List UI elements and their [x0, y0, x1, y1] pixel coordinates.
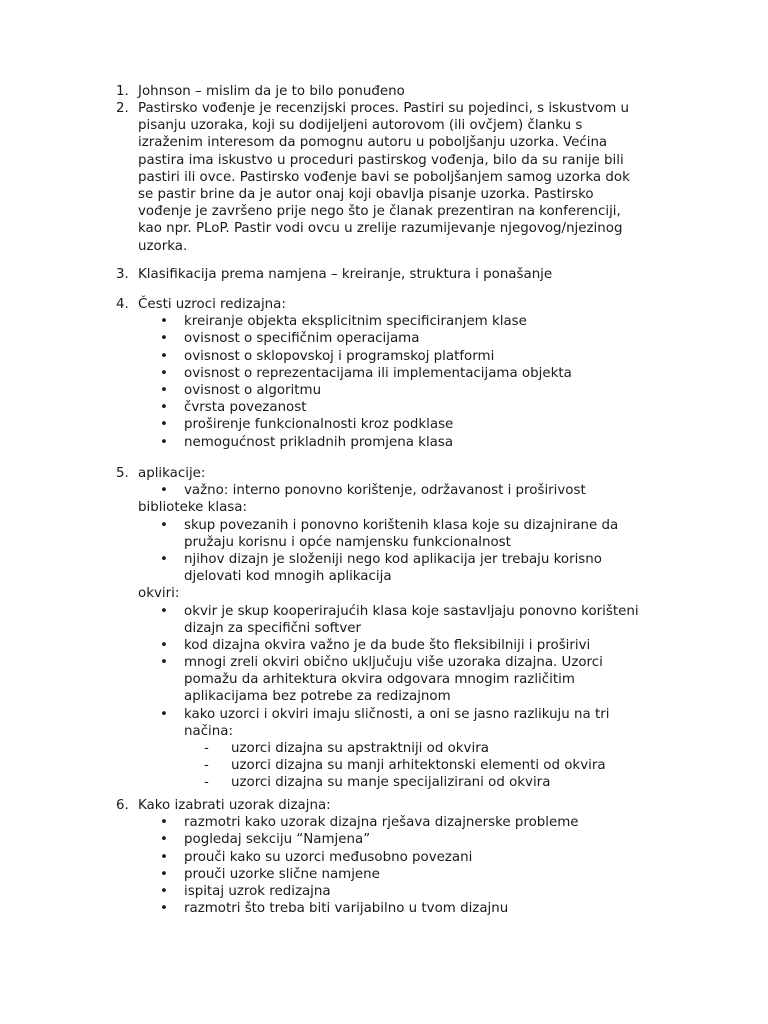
bullet-item: [0, 365, 768, 382]
bullet-item: [0, 866, 768, 883]
bullet-text: ovisnost o specifičnim operacijama: [184, 331, 420, 347]
bullet-text: pogledaj sekciju “Namjena”: [184, 832, 371, 848]
bullet-text: kod dizajna okvira važno je da bude što fleksibilniji i proširivi: [184, 637, 591, 653]
item-number: 5.: [116, 466, 129, 481]
paragraph-line: Pastirsko vođenje je recenzijski proces. Pastiri su pojedinci, s iskustvom u: [138, 101, 629, 116]
bullet-icon: •: [160, 348, 168, 364]
bullet-text: prouči kako su uzorci međusobno povezani: [184, 849, 473, 865]
bullet-text: dizajn za specifični softver: [184, 620, 362, 636]
item-number: 2.: [116, 101, 129, 116]
item-number: 4.: [116, 297, 129, 312]
bullet-text: pružaju korisnu i opće namjensku funkcionalnost: [184, 534, 511, 550]
list-item-5: [0, 465, 768, 792]
paragraph-line: uzorka.: [138, 238, 188, 254]
bullet-icon: •: [160, 517, 168, 533]
bullet-item: [0, 517, 768, 534]
bullet-item: [0, 434, 768, 451]
bullet-text: mnogi zreli okviri obično uključuju više uzoraka dizajna. Uzorci: [184, 655, 603, 671]
bullet-item: [0, 654, 768, 671]
list-item-6: [0, 797, 768, 917]
bullet-text: kreiranje objekta eksplicitnim specificiranjem klase: [184, 314, 527, 330]
dash-text: uzorci dizajna su manje specijalizirani od okvira: [231, 775, 551, 791]
bullet-text: aplikacijama bez potrebe za redizajnom: [184, 689, 451, 705]
bullet-item: [0, 348, 768, 365]
bullet-icon: •: [160, 901, 168, 917]
bullet-text: ovisnost o reprezentacijama ili implementacijama objekta: [184, 365, 572, 381]
bullet-text: važno: interno ponovno korištenje, održavanost i proširivost: [184, 483, 586, 499]
bullet-icon: •: [160, 417, 168, 433]
bullet-icon: •: [160, 815, 168, 831]
list-item-2: [0, 100, 768, 255]
list-item-3: [0, 266, 768, 283]
bullet-icon: •: [160, 331, 168, 347]
bullet-text: njihov dizajn je složeniji nego kod aplikacija jer trebaju korisno: [184, 551, 602, 567]
item-text: aplikacije:: [138, 466, 206, 481]
bullet-icon: •: [160, 849, 168, 865]
bullet-item: [0, 831, 768, 848]
paragraph-line: kao npr. PLoP. Pastir vodi ovcu u zrelije razumijevanje njegovog/njezinog: [138, 221, 623, 237]
dash-marker: -: [204, 758, 209, 774]
bullet-icon: •: [160, 832, 168, 848]
bullet-text: prouči uzorke slične namjene: [184, 866, 380, 882]
bullet-item: [0, 849, 768, 866]
item-number: 1.: [116, 84, 129, 99]
paragraph-line: pastira ima iskustvo u proceduri pastirskog vođenja, bilo da su ranije bili: [138, 152, 624, 168]
bullet-item: [0, 637, 768, 654]
bullet-text: ispitaj uzrok redizajna: [184, 883, 331, 899]
dash-marker: -: [204, 775, 209, 791]
item-text: Česti uzroci redizajna:: [138, 297, 286, 312]
bullet-item: [0, 330, 768, 347]
bullet-item: [0, 399, 768, 416]
bullet-icon: •: [160, 706, 168, 722]
bullet-item: [0, 883, 768, 900]
bullet-icon: •: [160, 400, 168, 416]
bullet-text: razmotri što treba biti varijabilno u tvom dizajnu: [184, 901, 509, 917]
bullet-icon: •: [160, 365, 168, 381]
item-text: Kako izabrati uzorak dizajna:: [138, 798, 331, 813]
bullet-icon: •: [160, 551, 168, 567]
bullet-icon: •: [160, 655, 168, 671]
dash-text: uzorci dizajna su manji arhitektonski elementi od okvira: [231, 758, 606, 774]
bullet-icon: •: [160, 382, 168, 398]
dash-marker: -: [204, 741, 209, 756]
item-number: 6.: [116, 798, 129, 813]
bullet-text: pomažu da arhitektura okvira odgovara mnogim različitim: [184, 672, 575, 688]
bullet-icon: •: [160, 637, 168, 653]
bullet-item: [0, 416, 768, 433]
bullet-text: kako uzorci i okviri imaju sličnosti, a oni se jasno razlikuju na tri: [184, 706, 610, 722]
dash-item: [0, 757, 768, 774]
list-item-1: [0, 83, 768, 100]
bullet-item: [0, 814, 768, 831]
bullet-item: [0, 900, 768, 917]
bullet-text: čvrsta povezanost: [184, 400, 307, 416]
paragraph-line: vođenje je završeno prije nego što je članak prezentiran na konferenciji,: [138, 204, 621, 220]
section-label: biblioteke klasa:: [138, 500, 247, 516]
paragraph-line: izraženim interesom da pomognu autoru u poboljšanju uzorka. Većina: [138, 135, 608, 151]
dash-item: [0, 774, 768, 791]
paragraph-line: pisanju uzoraka, koji su dodijeljeni autorovom (ili ovčjem) članku s: [138, 118, 583, 134]
bullet-icon: •: [160, 483, 168, 499]
bullet-text: nemogućnost prikladnih promjena klasa: [184, 434, 454, 450]
bullet-text: skup povezanih i ponovno korištenih klasa koje su dizajnirane da: [184, 517, 619, 533]
bullet-text: razmotri kako uzorak dizajna rješava dizajnerske probleme: [184, 815, 579, 831]
bullet-text: okvir je skup kooperirajućih klasa koje sastavljaju ponovno korišteni: [184, 603, 639, 619]
bullet-icon: •: [160, 314, 168, 330]
paragraph-line: pastiri ili ovce. Pastirsko vođenje bavi se poboljšanjem samog uzorka dok: [138, 169, 630, 185]
section-label: okviri:: [138, 586, 180, 602]
bullet-item: [0, 313, 768, 330]
bullet-item: [0, 603, 768, 620]
bullet-item: [0, 482, 768, 499]
bullet-text: načina:: [184, 723, 233, 739]
bullet-icon: •: [160, 866, 168, 882]
bullet-text: ovisnost o algoritmu: [184, 382, 322, 398]
bullet-icon: •: [160, 883, 168, 899]
item-number: 3.: [116, 267, 129, 282]
bullet-text: djelovati kod mnogih aplikacija: [184, 569, 392, 585]
bullet-item: [0, 706, 768, 723]
bullet-text: proširenje funkcionalnosti kroz podklase: [184, 417, 454, 433]
bullet-icon: •: [160, 434, 168, 450]
dash-text: uzorci dizajna su apstraktniji od okvira: [231, 741, 489, 756]
dash-item: [0, 740, 768, 757]
bullet-item: [0, 551, 768, 568]
bullet-icon: •: [160, 603, 168, 619]
paragraph-line: se pastir brine da je autor onaj koji obavlja pisanje uzorka. Pastirsko: [138, 186, 594, 202]
bullet-text: ovisnost o sklopovskoj i programskoj platformi: [184, 348, 495, 364]
item-text: Klasifikacija prema namjena – kreiranje, struktura i ponašanje: [138, 267, 553, 282]
list-item-4: [0, 296, 768, 451]
bullet-item: [0, 382, 768, 399]
item-text: Johnson – mislim da je to bilo ponuđeno: [138, 84, 405, 99]
